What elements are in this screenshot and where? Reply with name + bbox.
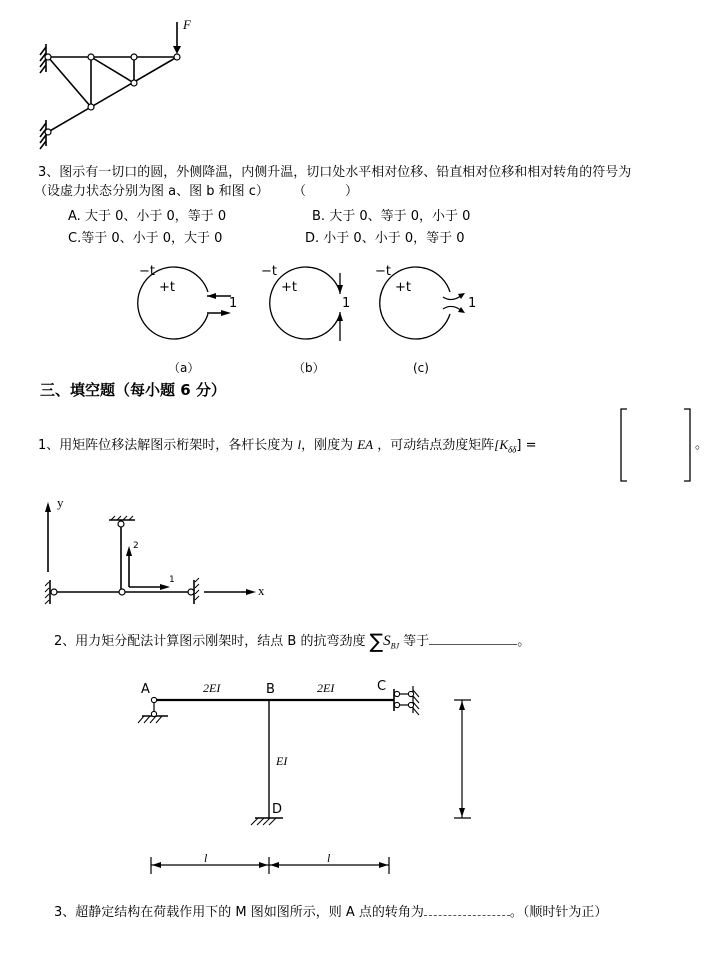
fill1-text: 1、用矩阵位移法解图示桁架时，各杆长度为 l，刚度为 EA ，可动结点劲度矩阵$[K_{\delta\delta}]$ = bbox=[38, 437, 537, 455]
fill3-answer-blank[interactable] bbox=[424, 915, 510, 916]
truss-figure bbox=[0, 0, 240, 150]
x-axis-label: x bbox=[258, 583, 265, 598]
fig-c-caption: (c) bbox=[413, 361, 429, 375]
fill1-end-mark: 。 bbox=[695, 437, 709, 452]
fig-a-outer-label: −t bbox=[139, 264, 155, 279]
circle-figures bbox=[0, 255, 720, 375]
fill2-answer-blank[interactable] bbox=[429, 644, 517, 645]
option-d[interactable]: D. 小于 0、小于 0，等于 0 bbox=[305, 231, 465, 246]
ab-stiffness-label: 2EI bbox=[203, 681, 221, 695]
question3-line1: 3、图示有一切口的圆，外侧降温，内侧升温，切口处水平相对位移、铅直相对位移和相对转角的符号为 bbox=[38, 165, 632, 180]
option-a[interactable]: A. 大于 0、小于 0，等于 0 bbox=[68, 209, 227, 224]
bc-stiffness-label: 2EI bbox=[317, 681, 335, 695]
dof2-label: 2 bbox=[133, 541, 139, 551]
fig-b-outer-label: −t bbox=[261, 264, 277, 279]
node-d-label: D bbox=[272, 802, 283, 817]
fig-b-caption: （b） bbox=[293, 361, 325, 375]
fig-b-inner-label: +t bbox=[281, 280, 297, 295]
fill2-text: 2、用力矩分配法计算图示刚架时，结点 B 的抗弯劲度 $\sum S_{BJ}$ 等于 。 bbox=[54, 629, 531, 653]
section-heading: 三、填空题（每小题 6 分） bbox=[40, 381, 226, 399]
matrix-answer-box[interactable] bbox=[618, 405, 698, 485]
fig-c-inner-label: +t bbox=[395, 280, 411, 295]
answer-paren[interactable]: （ ） bbox=[293, 184, 359, 199]
fig-a-unit-label: 1 bbox=[229, 296, 238, 311]
option-c[interactable]: C.等于 0、小于 0，大于 0 bbox=[68, 231, 223, 246]
dim-left-label: l bbox=[204, 851, 208, 865]
dof1-label: 1 bbox=[169, 575, 175, 585]
bd-stiffness-label: EI bbox=[276, 754, 288, 768]
fig-a-inner-label: +t bbox=[159, 280, 175, 295]
node-a-label: A bbox=[141, 682, 150, 697]
force-label: F bbox=[183, 17, 191, 32]
fig-a-caption: （a） bbox=[168, 361, 200, 375]
frame-figure bbox=[100, 670, 500, 870]
fill3-text: 3、超静定结构在荷载作用下的 M 图如图所示，则 A 点的转角为 。（顺时针为正） bbox=[54, 905, 608, 920]
fig-c-outer-label: −t bbox=[375, 264, 391, 279]
y-axis-label: y bbox=[57, 495, 64, 510]
question3-line2: （设虚力状态分别为图 a、图 b 和图 c） （ ） bbox=[34, 184, 359, 199]
node-c-label: C bbox=[377, 679, 387, 694]
node-b-label: B bbox=[266, 682, 275, 697]
dim-right-label: l bbox=[327, 851, 331, 865]
option-b[interactable]: B. 大于 0、等于 0，小于 0 bbox=[312, 209, 471, 224]
fig-c-unit-label: 1 bbox=[468, 296, 477, 311]
fig-b-unit-label: 1 bbox=[342, 296, 351, 311]
